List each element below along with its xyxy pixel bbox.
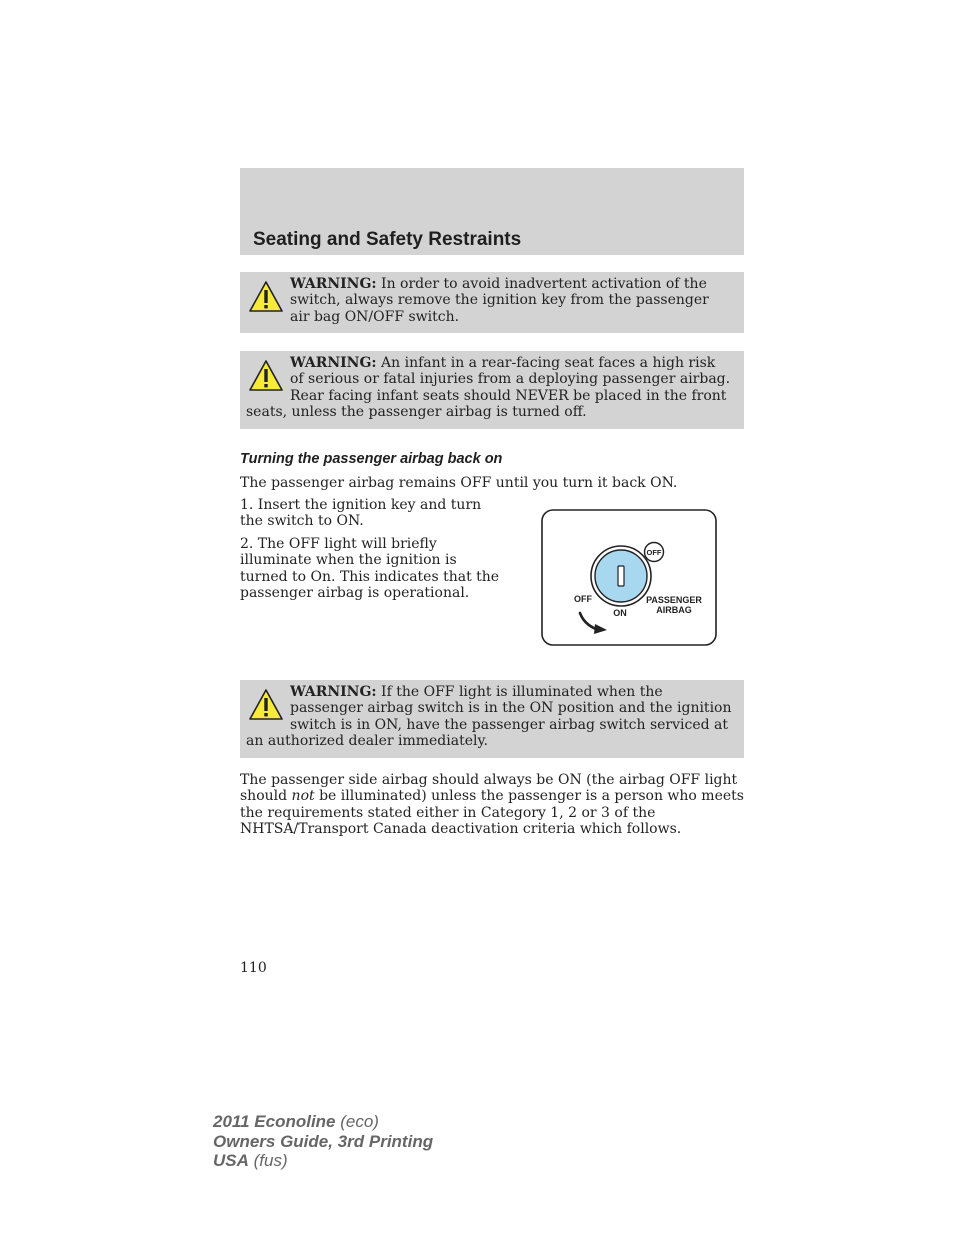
footer-line-1: 2011 Econoline (eco) <box>213 1112 379 1131</box>
off-position-label: OFF <box>574 594 592 604</box>
page-title: Seating and Safety Restraints <box>253 229 522 250</box>
warning-text: An infant in a rear-facing seat faces a high risk of serious or fatal injuries from a deploying passenger airbag. Rear facing infant seats should NEVER be placed in the front seats, unless the passenger airbag is turned off. <box>246 355 731 421</box>
closing-emphasis: not <box>291 788 315 805</box>
warning-box-rear-facing-infant <box>240 351 744 429</box>
document-footer <box>213 1112 433 1171</box>
footer-line-2: Owners Guide, 3rd Printing <box>213 1131 434 1151</box>
warning-triangle-icon <box>248 688 284 722</box>
warning-text: In order to avoid inadvertent activation of the switch, always remove the ignition key from the passenger air bag ON/OFF switch. <box>290 276 709 325</box>
section-heading: Turning the passenger airbag back on <box>240 451 503 467</box>
warning-triangle-icon <box>248 280 284 314</box>
closing-text-part2: be illuminated) unless the passenger is a person who meets the requirements stated either in Category 1, 2 or 3 of the NHTSA/Transport Canada deactivation criteria which follows. <box>240 788 744 838</box>
step-2-paragraph: 2. The OFF light will briefly illuminate when the ignition is turned to On. This indicates that the passenger airbag is operational. <box>240 536 500 602</box>
warning-triangle-icon <box>248 359 284 393</box>
off-lamp-label: OFF <box>646 547 662 557</box>
intro-paragraph: The passenger airbag remains OFF until you turn it back ON. <box>240 475 678 491</box>
warning-box-key-removal <box>240 272 744 333</box>
airbag-label: AIRBAG <box>656 605 692 615</box>
warning-label: WARNING: <box>290 684 377 700</box>
page-number: 110 <box>240 960 267 976</box>
warning-label: WARNING: <box>290 276 377 292</box>
warning-label: WARNING: <box>290 355 377 371</box>
warning-box-off-light-service <box>240 680 744 758</box>
warning-text: If the OFF light is illuminated when the passenger airbag switch is in the ON position and the ignition switch is in ON, have the passenger airbag switch serviced at an authorized dealer immediately. <box>246 684 732 750</box>
step-1-paragraph: 1. Insert the ignition key and turn the switch to ON. <box>240 497 482 530</box>
key-slot-icon <box>618 566 624 586</box>
on-position-label: ON <box>613 608 627 618</box>
closing-paragraph <box>240 772 744 838</box>
footer-line-3: USA (fus) <box>213 1151 288 1170</box>
closing-text-part1: The passenger side airbag should always be ON (the airbag OFF light should <box>240 772 738 805</box>
passenger-airbag-switch-illustration <box>541 509 717 646</box>
section-header-band <box>240 168 744 255</box>
passenger-label: PASSENGER <box>646 595 702 605</box>
